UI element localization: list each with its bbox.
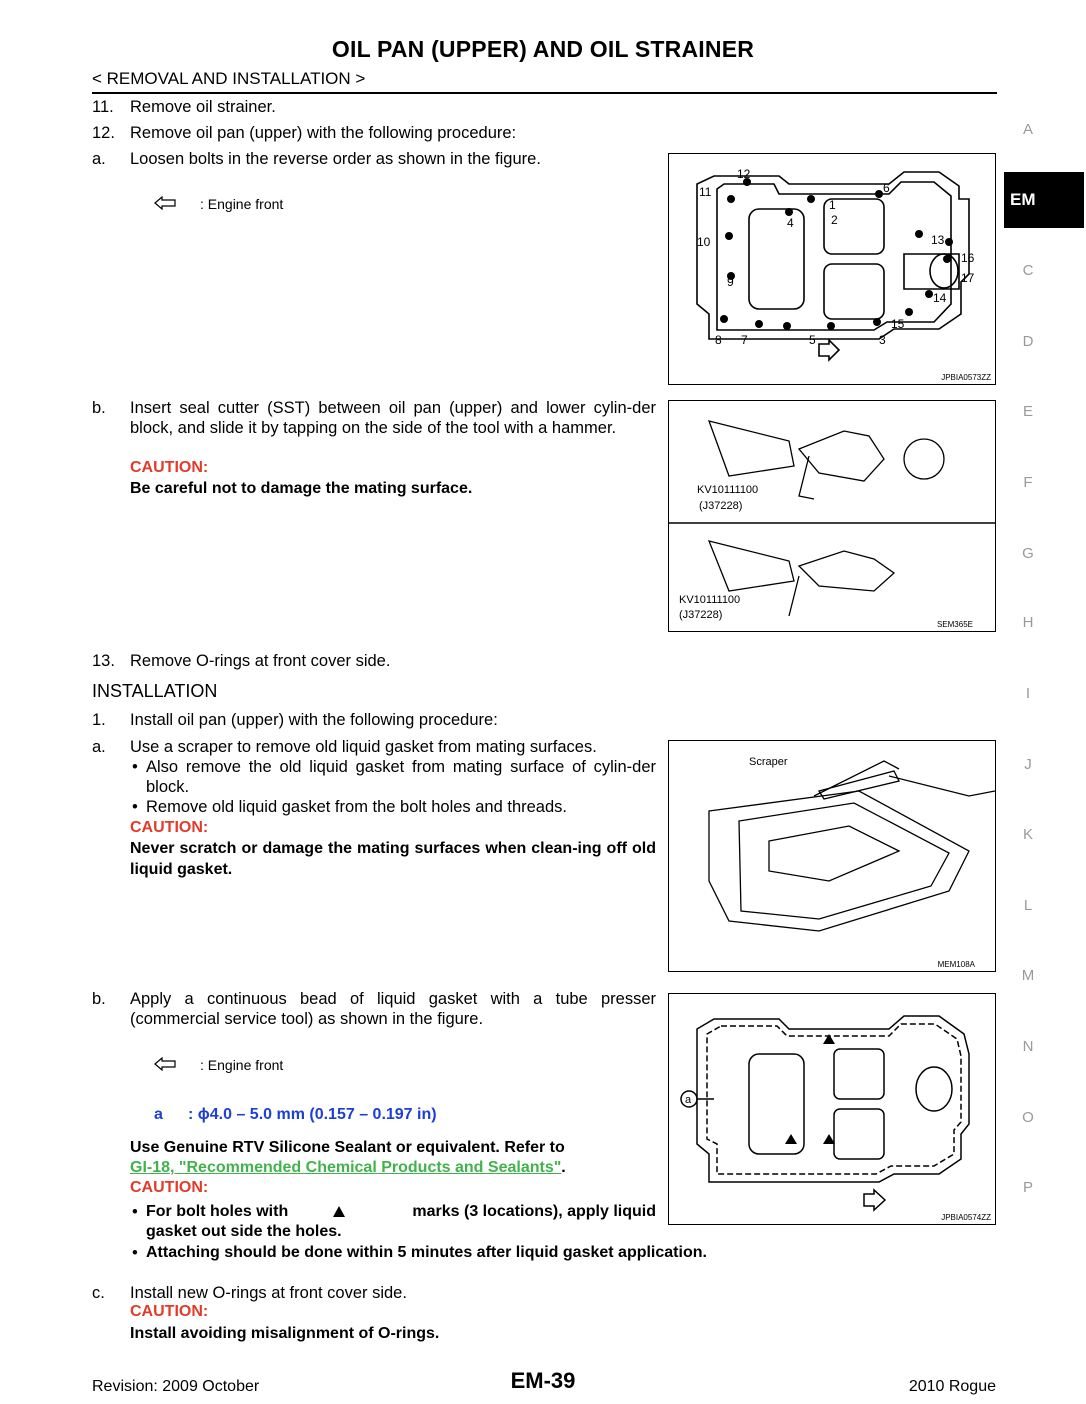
side-tab-l[interactable]: L xyxy=(1023,897,1033,914)
caution-text: Install avoiding misalignment of O-rings. xyxy=(130,1325,440,1342)
side-tab-a[interactable]: A xyxy=(1022,121,1033,138)
side-tab-p[interactable]: P xyxy=(1022,1179,1033,1196)
side-tab-i[interactable]: I xyxy=(1025,685,1031,702)
side-tab-k[interactable]: K xyxy=(1022,826,1033,843)
section-subtitle: < REMOVAL AND INSTALLATION > xyxy=(92,69,366,88)
step-text: Remove oil pan (upper) with the following procedure: xyxy=(130,124,517,142)
figure-scraper xyxy=(668,740,996,972)
header-rule xyxy=(92,92,997,94)
period: . xyxy=(561,1159,566,1176)
install-step-1c-letter: c. xyxy=(92,1284,105,1302)
sealant-reference xyxy=(130,1158,566,1179)
chemical-products-link[interactable]: GI-18, "Recommended Chemical Products and Sealants" xyxy=(130,1159,562,1176)
bullet-text-pre: For bolt holes with xyxy=(146,1203,289,1220)
engine-front-arrow-icon xyxy=(154,1057,176,1076)
svg-text:3: 3 xyxy=(879,333,886,347)
step-text: Install oil pan (upper) with the following procedure: xyxy=(130,711,498,729)
step-text: Loosen bolts in the reverse order as shown in the figure. xyxy=(130,150,541,168)
engine-front-arrow-icon xyxy=(154,196,176,215)
svg-text:17: 17 xyxy=(961,271,975,285)
step-12 xyxy=(92,123,517,143)
figure-code: SEM365E xyxy=(936,620,973,629)
install-step-1c-text: Install new O-rings at front cover side. xyxy=(130,1284,407,1302)
footer-revision: Revision: 2009 October xyxy=(92,1378,260,1395)
step-13 xyxy=(92,651,391,671)
side-tab-n[interactable]: N xyxy=(1022,1038,1034,1055)
figure-code: JPBIA0573ZZ xyxy=(941,373,991,382)
step-number: 12. xyxy=(92,124,115,142)
figure-code: JPBIA0574ZZ xyxy=(941,1213,991,1222)
step-number: 13. xyxy=(92,652,115,670)
bullet-dot: • xyxy=(132,758,138,776)
svg-text:6: 6 xyxy=(883,181,890,195)
side-tab-m[interactable]: M xyxy=(1021,967,1035,984)
step-12a xyxy=(92,149,541,169)
engine-front-legend: : Engine front xyxy=(200,196,284,212)
svg-text:2: 2 xyxy=(831,213,838,227)
svg-text:10: 10 xyxy=(697,235,711,249)
caution-text: Be careful not to damage the mating surface. xyxy=(130,480,473,497)
sealant-text: Use Genuine RTV Silicone Sealant or equivalent. Refer to xyxy=(130,1139,565,1156)
svg-text:14: 14 xyxy=(933,291,947,305)
install-step-1 xyxy=(92,710,498,730)
step-letter: a. xyxy=(92,150,106,168)
step-text: Remove O-rings at front cover side. xyxy=(130,652,391,670)
install-step-1a-text: Use a scraper to remove old liquid gasket from mating surfaces. xyxy=(130,738,597,756)
bullet-text-post-line1: marks (3 locations), apply liquid xyxy=(412,1203,656,1220)
bullet-dot: • xyxy=(132,1203,138,1221)
svg-text:16: 16 xyxy=(961,251,975,265)
side-tab-h[interactable]: H xyxy=(1022,614,1034,631)
spec-value: : ϕ4.0 – 5.0 mm (0.157 – 0.197 in) xyxy=(188,1106,437,1123)
side-tab-c[interactable]: C xyxy=(1022,262,1034,279)
svg-text:7: 7 xyxy=(741,333,748,347)
side-tab-d[interactable]: D xyxy=(1022,333,1034,350)
caution-text: Never scratch or damage the mating surfaces when clean-ing off old liquid gasket. xyxy=(130,840,656,878)
side-tab-e[interactable]: E xyxy=(1022,403,1033,420)
svg-text:9: 9 xyxy=(727,275,734,289)
side-tab-j[interactable]: J xyxy=(1024,756,1032,773)
installation-heading: INSTALLATION xyxy=(92,681,218,701)
figure-seal-cutter xyxy=(668,400,996,632)
footer-model: 2010 Rogue xyxy=(908,1378,996,1395)
spec-letter: a xyxy=(154,1106,163,1123)
side-tab-o[interactable]: O xyxy=(1022,1109,1034,1126)
side-tab-f[interactable]: F xyxy=(1023,474,1033,491)
bullet-text: Remove old liquid gasket from the bolt holes and threads. xyxy=(146,798,567,816)
bullet-dot: • xyxy=(132,798,138,816)
install-step-1b-letter: b. xyxy=(92,990,106,1008)
step-12b-text: Insert seal cutter (SST) between oil pan (upper) and lower cylin-der block, and slide it by tapping on the side of the tool with a hammer. xyxy=(130,399,656,437)
engine-front-legend: : Engine front xyxy=(200,1057,284,1073)
svg-text:8: 8 xyxy=(715,333,722,347)
page-number: EM-39 xyxy=(510,1368,576,1393)
scraper-label: Scraper xyxy=(749,756,788,768)
svg-text:1: 1 xyxy=(829,198,836,212)
tool-label: KV10111100 xyxy=(679,594,741,606)
caution-label: CAUTION: xyxy=(130,459,209,476)
gasket-label: a xyxy=(685,1094,692,1106)
step-11 xyxy=(92,97,276,117)
caution-label: CAUTION: xyxy=(130,1179,209,1196)
figure-liquid-gasket-bead xyxy=(668,993,996,1225)
figure-code: MEM108A xyxy=(937,960,975,969)
page-title: OIL PAN (UPPER) AND OIL STRAINER xyxy=(331,36,755,62)
svg-text:4: 4 xyxy=(787,216,794,230)
svg-text:11: 11 xyxy=(699,185,712,199)
svg-text:12: 12 xyxy=(737,167,751,181)
caution-label: CAUTION: xyxy=(130,819,209,836)
svg-text:5: 5 xyxy=(809,333,816,347)
tool-label: KV10111100 xyxy=(697,484,759,496)
bullet-text: Also remove the old liquid gasket from mating surface of cylin-der block. xyxy=(146,758,656,796)
step-number: 1. xyxy=(92,711,106,729)
tool-label: (J37228) xyxy=(699,500,743,512)
caution-label: CAUTION: xyxy=(130,1303,209,1320)
triangle-mark-icon xyxy=(333,1204,345,1222)
install-step-1a-letter: a. xyxy=(92,738,106,756)
caution-bullet-2: Attaching should be done within 5 minutes after liquid gasket application. xyxy=(146,1244,707,1261)
step-number: 11. xyxy=(92,98,114,116)
figure-bolt-loosen-order xyxy=(668,153,996,385)
side-tab-g[interactable]: G xyxy=(1022,545,1034,562)
side-tab-em-active[interactable]: EM xyxy=(1004,172,1084,228)
step-text: Remove oil strainer. xyxy=(130,98,276,116)
install-step-1b-text: Apply a continuous bead of liquid gasket with a tube presser (commercial service tool) as shown in the figure. xyxy=(130,990,656,1028)
svg-text:15: 15 xyxy=(891,317,905,331)
bullet-text-post-line2: gasket out side the holes. xyxy=(146,1223,342,1240)
svg-text:13: 13 xyxy=(931,233,945,247)
step-12b-letter: b. xyxy=(92,399,106,417)
bullet-dot: • xyxy=(132,1244,138,1262)
tool-label: (J37228) xyxy=(679,609,723,621)
